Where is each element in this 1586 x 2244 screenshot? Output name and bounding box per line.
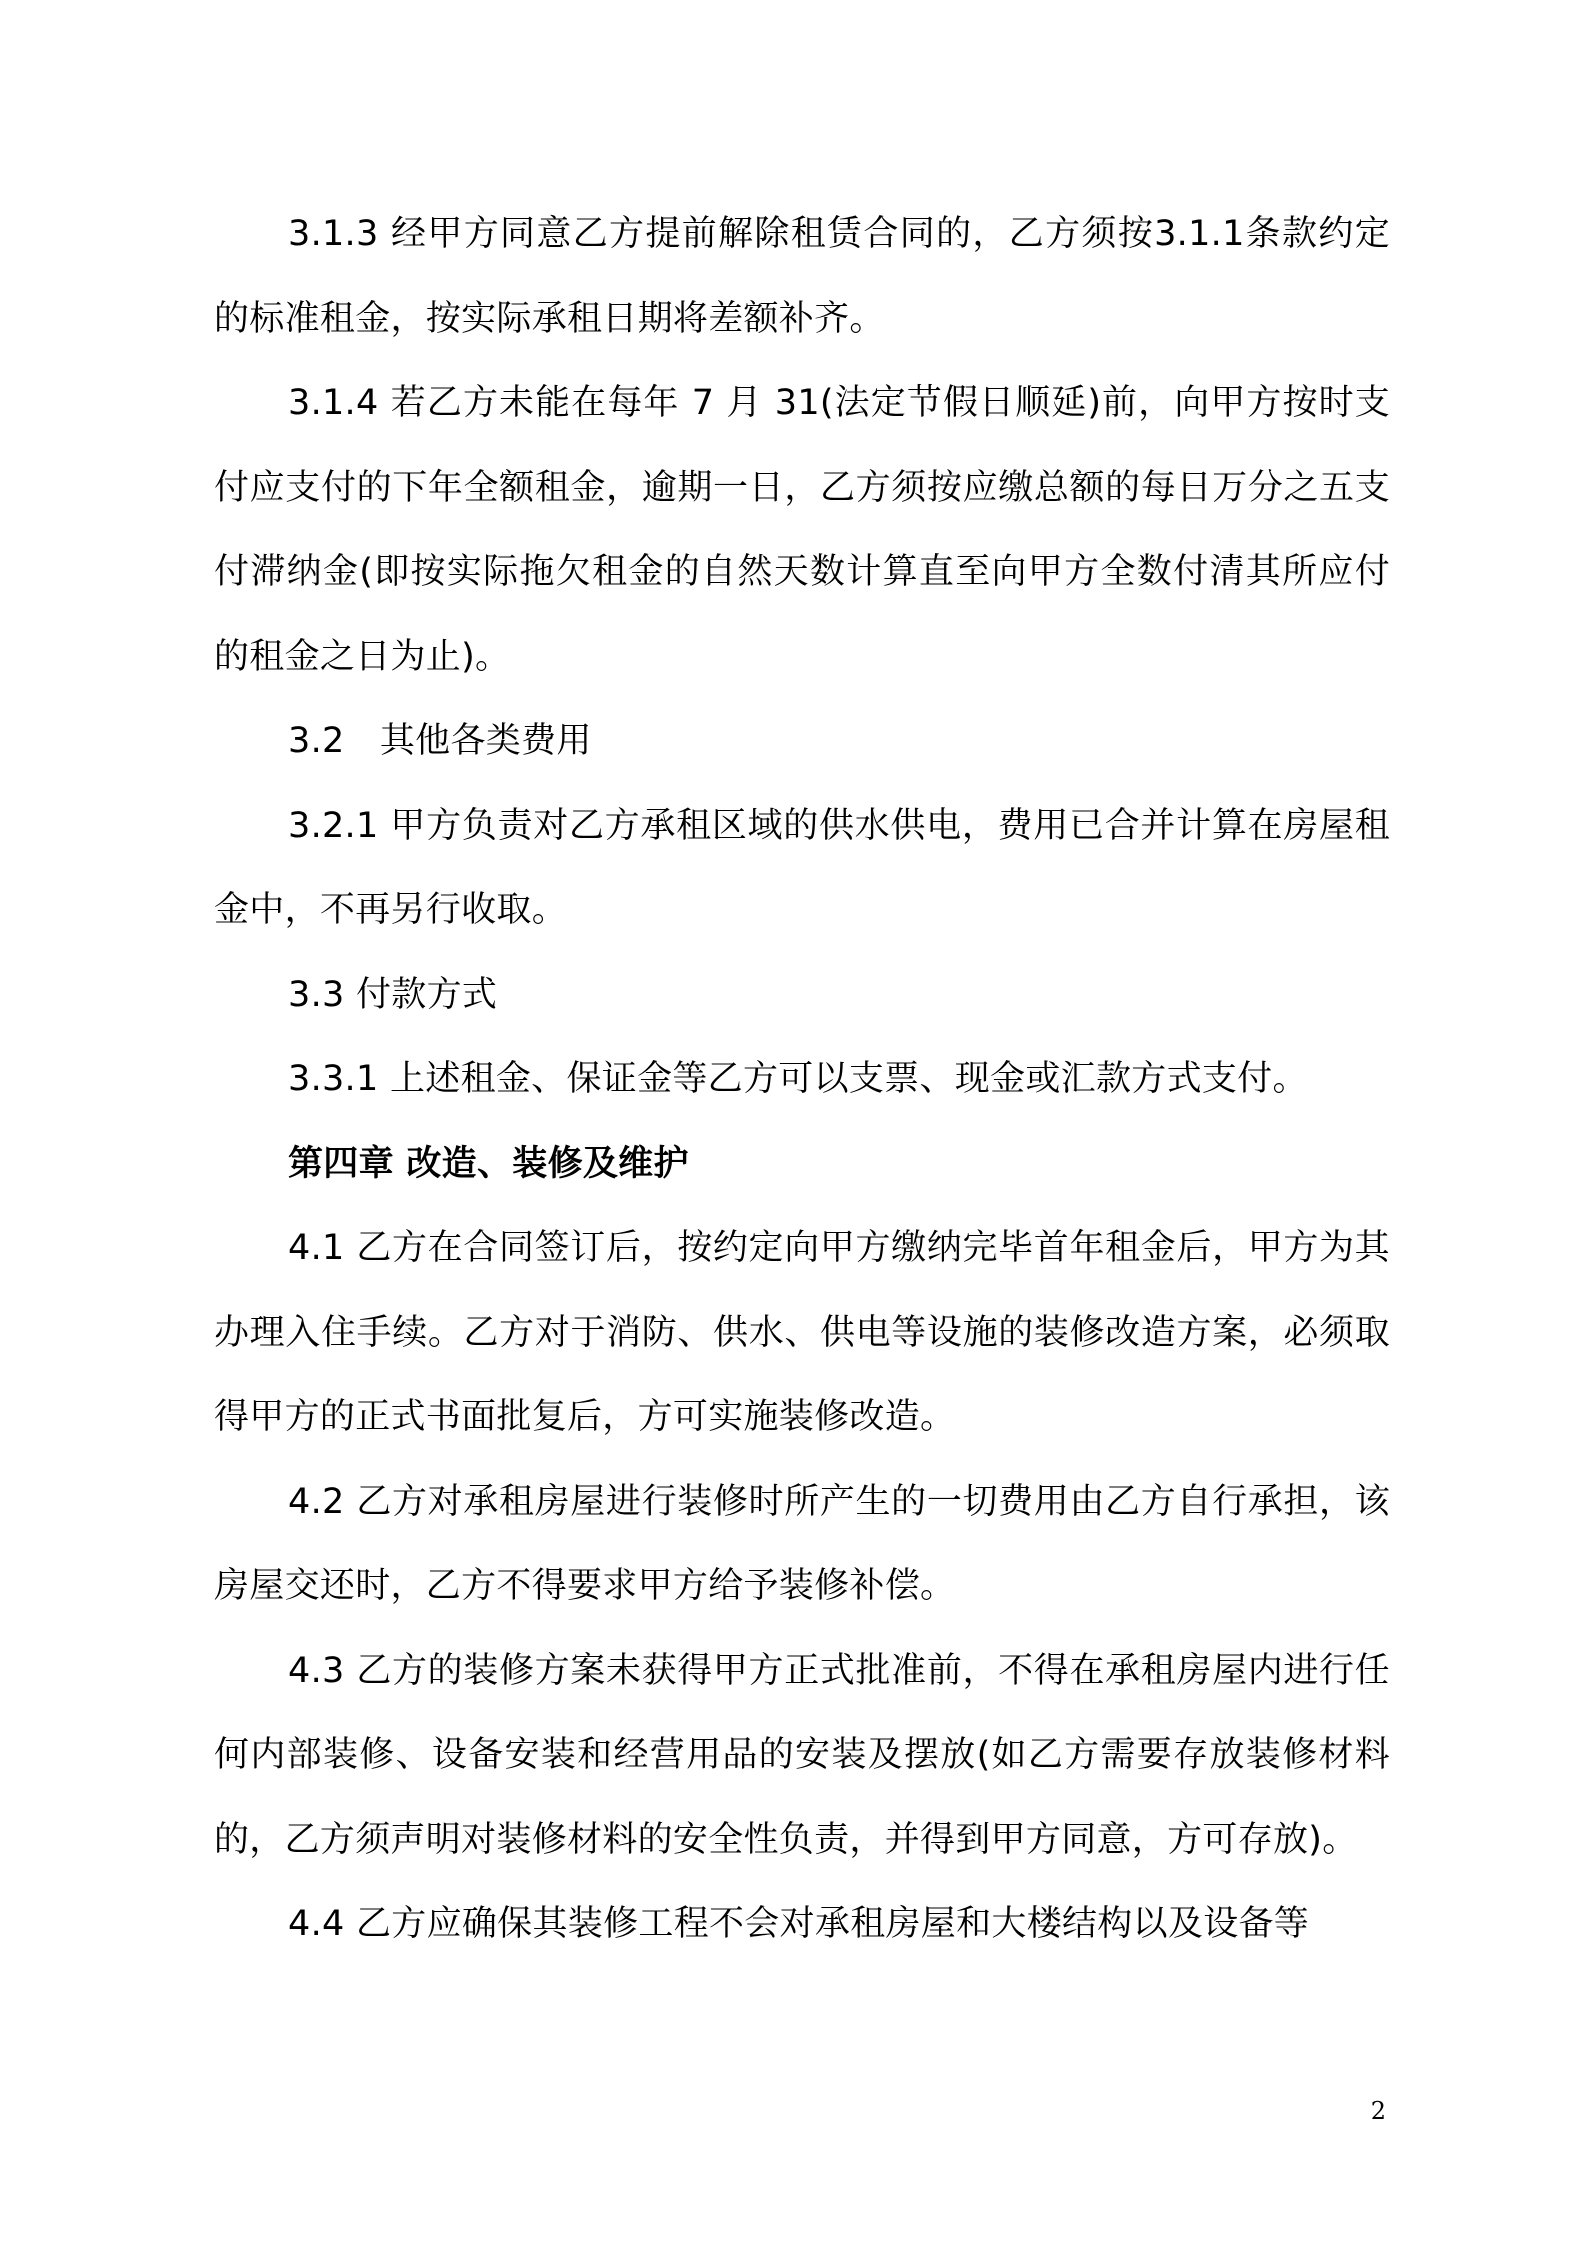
- paragraph-3-3-1: 3.3.1 上述租金、保证金等乙方可以支票、现金或汇款方式支付。: [288, 1059, 1308, 1099]
- paragraph-4-2: 4.2 乙方对承租房屋进行装修时所产生的一切费用由乙方自行承担，该房屋交还时，乙方不得要求甲方给予装修补偿。: [214, 1481, 1390, 1606]
- paragraph-3-1-3: 3.1.3 经甲方同意乙方提前解除租赁合同的，乙方须按3.1.1条款约定的标准租金，按实际承租日期将差额补齐。: [214, 214, 1390, 339]
- paragraph-4-1: 4.1 乙方在合同签订后，按约定向甲方缴纳完毕首年租金后，甲方为其办理入住手续。乙方对于消防、供水、供电等设施的装修改造方案，必须取得甲方的正式书面批复后，方可实施装修改造。: [214, 1228, 1390, 1437]
- paragraph-3-1-4: 3.1.4 若乙方未能在每年 7 月 31(法定节假日顺延)前，向甲方按时支付应支付的下年全额租金，逾期一日，乙方须按应缴总额的每日万分之五支付滞纳金(即按实际拖欠租金的自然天数计算直至向甲方全数付清其所应付的租金之日为止)。: [214, 383, 1390, 677]
- paragraph-4-3: 4.3 乙方的装修方案未获得甲方正式批准前，不得在承租房屋内进行任何内部装修、设备安装和经营用品的安装及摆放(如乙方需要存放装修材料的，乙方须声明对装修材料的安全性负责，并得到甲方同意，方可存放)。: [214, 1650, 1390, 1860]
- paragraph-4-4: 4.4 乙方应确保其装修工程不会对承租房屋和大楼结构以及设备等: [288, 1904, 1310, 1944]
- chapter-heading-4: 第四章 改造、装修及维护: [288, 1143, 689, 1184]
- document-body: [214, 192, 1390, 1967]
- paragraph-3-2-1: 3.2.1 甲方负责对乙方承租区域的供水供电，费用已合并计算在房屋租金中，不再另行收取。: [214, 805, 1390, 930]
- page-number: 2: [1370, 2097, 1386, 2125]
- section-heading-3-3: 3.3 付款方式: [288, 974, 498, 1015]
- section-heading-3-2: 3.2 其他各类费用: [288, 721, 592, 761]
